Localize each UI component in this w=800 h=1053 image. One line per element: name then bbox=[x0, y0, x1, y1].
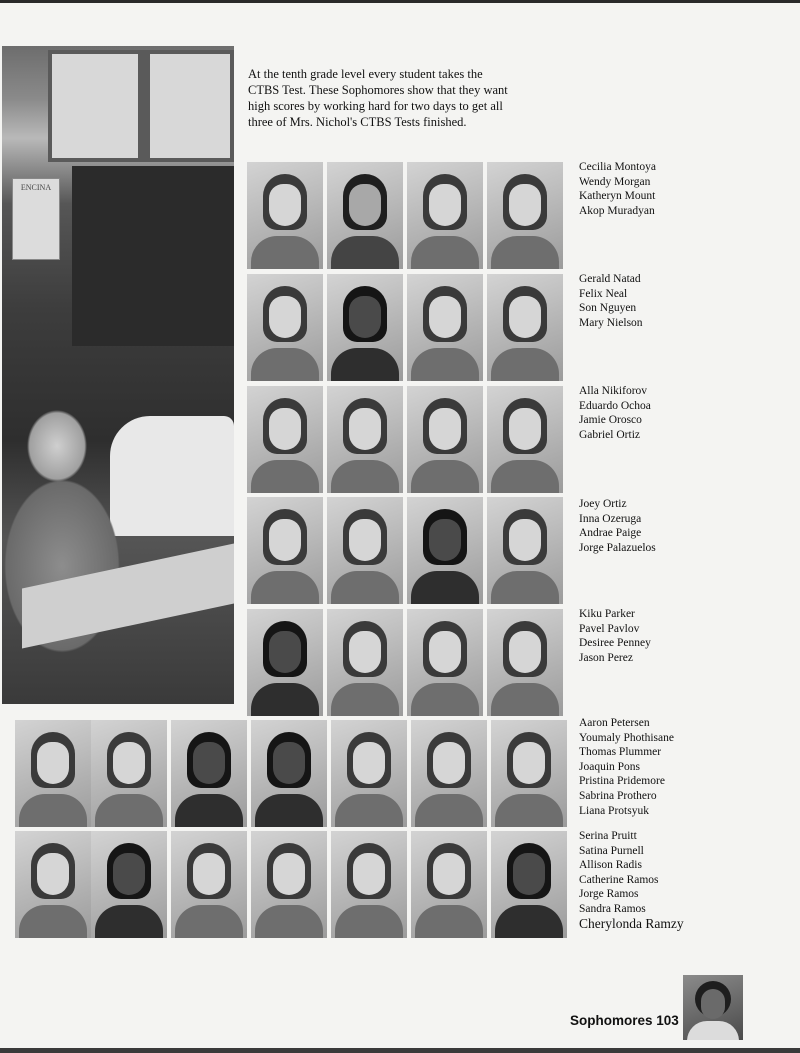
student-portrait bbox=[327, 609, 403, 716]
student-portrait bbox=[327, 497, 403, 604]
student-portrait bbox=[331, 720, 407, 827]
student-portrait bbox=[15, 720, 91, 827]
student-name: Eduardo Ochoa bbox=[579, 399, 651, 412]
student-name: Jorge Ramos bbox=[579, 888, 639, 901]
student-portrait bbox=[247, 497, 323, 604]
student-name: Gerald Natad bbox=[579, 273, 641, 285]
student-name: Andrae Paige bbox=[579, 527, 642, 540]
name-list bbox=[579, 160, 656, 218]
student-name: Jason Perez bbox=[579, 651, 633, 664]
name-list bbox=[579, 384, 651, 442]
student-portrait bbox=[171, 831, 247, 938]
bottom-rule bbox=[0, 1048, 800, 1053]
student-name: Joaquin Pons bbox=[579, 760, 641, 773]
student-name: Liana Protsyuk bbox=[579, 804, 649, 817]
student-portrait bbox=[327, 274, 403, 381]
student-name: Inna Ozeruga bbox=[579, 512, 642, 525]
student-portrait bbox=[487, 497, 563, 604]
student-name: Youmaly Phothisane bbox=[579, 731, 674, 744]
student-portrait bbox=[251, 720, 327, 827]
student-name: Wendy Morgan bbox=[579, 175, 651, 188]
student-portrait bbox=[247, 162, 323, 269]
student-name: Catherine Ramos bbox=[579, 873, 659, 886]
student-name: Mary Nielson bbox=[579, 316, 643, 329]
student-portrait bbox=[491, 831, 567, 938]
name-list bbox=[579, 497, 656, 555]
student-portrait bbox=[407, 386, 483, 493]
student-name: Jorge Palazuelos bbox=[579, 541, 656, 554]
top-rule bbox=[0, 0, 800, 3]
student-name: Cecilia Montoya bbox=[579, 161, 656, 173]
student-name: Kiku Parker bbox=[579, 608, 635, 620]
student-name: Sandra Ramos bbox=[579, 902, 646, 915]
student-name: Thomas Plummer bbox=[579, 746, 662, 759]
photo-caption: At the tenth grade level every student takes the CTBS Test. These Sophomores show that they want high scores by working hard for two days to get all three of Mrs. Nichol's CTBS Tests finished. bbox=[248, 67, 508, 129]
student-name: Pavel Pavlov bbox=[579, 622, 640, 635]
student-portrait bbox=[247, 386, 323, 493]
student-name: Jamie Orosco bbox=[579, 414, 642, 427]
student-portrait bbox=[407, 274, 483, 381]
student-name: Katheryn Mount bbox=[579, 190, 656, 203]
student-portrait bbox=[487, 162, 563, 269]
student-name: Gabriel Ortiz bbox=[579, 428, 640, 441]
name-list bbox=[579, 829, 684, 931]
student-name: Pristina Pridemore bbox=[579, 775, 665, 788]
student-portrait bbox=[411, 720, 487, 827]
student-name: Alla Nikiforov bbox=[579, 385, 648, 397]
student-portrait bbox=[407, 609, 483, 716]
student-portrait bbox=[487, 274, 563, 381]
chalkboard bbox=[72, 166, 234, 346]
classroom-poster: ENCINA bbox=[12, 178, 60, 260]
student-portrait bbox=[247, 274, 323, 381]
student-name: Joey Ortiz bbox=[579, 498, 627, 510]
student-portrait bbox=[327, 162, 403, 269]
classroom-photo bbox=[2, 46, 234, 704]
student-portrait bbox=[91, 831, 167, 938]
student-name: Satina Purnell bbox=[579, 844, 644, 857]
classroom-window bbox=[48, 50, 234, 162]
student-name: Felix Neal bbox=[579, 287, 628, 300]
student-name: Akop Muradyan bbox=[579, 204, 655, 217]
student-name: Cherylonda Ramzy bbox=[579, 915, 684, 931]
student-portrait bbox=[491, 720, 567, 827]
page-folio: Sophomores 103 bbox=[570, 1013, 679, 1028]
name-list bbox=[579, 716, 674, 818]
student-portrait bbox=[331, 831, 407, 938]
student-portrait bbox=[407, 497, 483, 604]
folio-portrait bbox=[683, 975, 743, 1040]
student-name: Sabrina Prothero bbox=[579, 789, 657, 802]
student-portrait bbox=[327, 386, 403, 493]
student-name: Aaron Petersen bbox=[579, 717, 650, 729]
name-list bbox=[579, 607, 651, 665]
student-portrait bbox=[251, 831, 327, 938]
name-list bbox=[579, 272, 643, 330]
student-portrait bbox=[91, 720, 167, 827]
student-name: Serina Pruitt bbox=[579, 830, 637, 842]
student-portrait bbox=[247, 609, 323, 716]
student-name: Allison Radis bbox=[579, 859, 642, 872]
student-portrait bbox=[411, 831, 487, 938]
student-portrait bbox=[15, 831, 91, 938]
student-name: Desiree Penney bbox=[579, 637, 651, 650]
student-name: Son Nguyen bbox=[579, 302, 637, 315]
student-portrait bbox=[407, 162, 483, 269]
student-portrait bbox=[487, 609, 563, 716]
student-portrait bbox=[487, 386, 563, 493]
student-portrait bbox=[171, 720, 247, 827]
